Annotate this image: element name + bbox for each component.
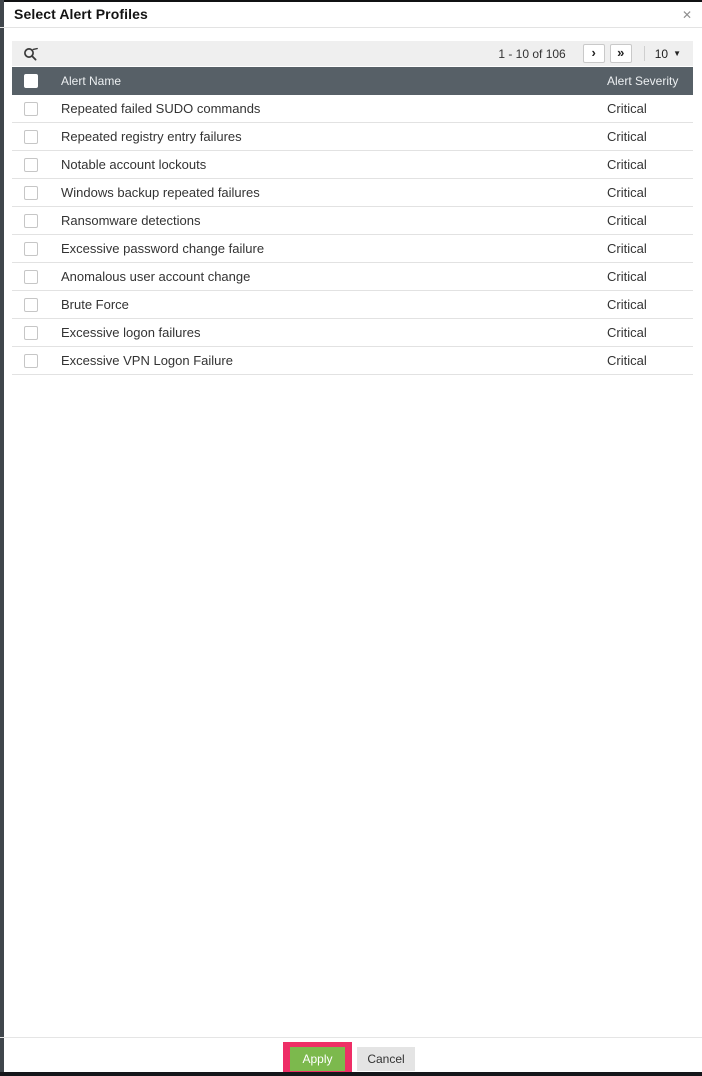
- row-checkbox[interactable]: [24, 214, 38, 228]
- alert-severity-cell: Critical: [607, 325, 647, 340]
- alert-name-cell: Brute Force: [61, 297, 129, 312]
- alert-severity-cell: Critical: [607, 185, 647, 200]
- table-row[interactable]: [12, 347, 693, 375]
- next-page-button[interactable]: ›: [583, 44, 605, 63]
- alert-name-cell: Windows backup repeated failures: [61, 185, 260, 200]
- row-checkbox[interactable]: [24, 102, 38, 116]
- page-edge-bottom: [0, 1072, 702, 1076]
- toolbar: [12, 41, 693, 66]
- pagination-divider: [644, 46, 645, 61]
- column-header-alert-name: Alert Name: [61, 74, 122, 88]
- alert-severity-cell: Critical: [607, 241, 647, 256]
- column-header-alert-severity: Alert Severity: [607, 74, 679, 88]
- alert-severity-cell: Critical: [607, 213, 647, 228]
- alert-name-cell: Excessive VPN Logon Failure: [61, 353, 233, 368]
- row-checkbox[interactable]: [24, 354, 38, 368]
- last-page-button[interactable]: »: [610, 44, 632, 63]
- row-checkbox[interactable]: [24, 186, 38, 200]
- alert-name-cell: Anomalous user account change: [61, 269, 251, 284]
- table-row[interactable]: [12, 235, 693, 263]
- alert-name-cell: Repeated failed SUDO commands: [61, 101, 261, 116]
- alert-severity-cell: Critical: [607, 353, 647, 368]
- alert-severity-cell: Critical: [607, 157, 647, 172]
- apply-button[interactable]: Apply: [290, 1047, 345, 1071]
- row-checkbox[interactable]: [24, 298, 38, 312]
- close-icon[interactable]: ✕: [681, 8, 692, 22]
- table-row[interactable]: [12, 151, 693, 179]
- title-divider: [0, 27, 702, 28]
- dialog-title: Select Alert Profiles: [14, 6, 148, 22]
- alert-severity-cell: Critical: [607, 297, 647, 312]
- alert-severity-cell: Critical: [607, 129, 647, 144]
- table-row[interactable]: [12, 263, 693, 291]
- alert-name-cell: Excessive logon failures: [61, 325, 201, 340]
- table-row[interactable]: [12, 179, 693, 207]
- pagination-range: 1 - 10 of 106: [498, 46, 566, 61]
- row-checkbox[interactable]: [24, 158, 38, 172]
- table-header: [12, 67, 693, 95]
- table-row[interactable]: [12, 291, 693, 319]
- page-size-dropdown[interactable]: [655, 47, 681, 61]
- row-checkbox[interactable]: [24, 326, 38, 340]
- alert-severity-cell: Critical: [607, 101, 647, 116]
- alert-name-cell: Notable account lockouts: [61, 157, 207, 172]
- footer-divider: [0, 1037, 702, 1038]
- select-all-checkbox[interactable]: [24, 74, 38, 88]
- row-checkbox[interactable]: [24, 242, 38, 256]
- page-edge-left: [0, 0, 4, 1076]
- pagination: [498, 44, 693, 63]
- chevron-down-icon: ▼: [673, 49, 681, 58]
- search-icon[interactable]: [20, 44, 42, 64]
- table-row[interactable]: [12, 207, 693, 235]
- table-row[interactable]: [12, 123, 693, 151]
- table-body: [12, 95, 693, 375]
- alert-name-cell: Repeated registry entry failures: [61, 129, 242, 144]
- alert-name-cell: Ransomware detections: [61, 213, 201, 228]
- table-row[interactable]: [12, 95, 693, 123]
- row-checkbox[interactable]: [24, 130, 38, 144]
- alert-name-cell: Excessive password change failure: [61, 241, 265, 256]
- dialog-titlebar: [4, 2, 702, 27]
- page-size-value: 10: [654, 46, 669, 61]
- row-checkbox[interactable]: [24, 270, 38, 284]
- alert-severity-cell: Critical: [607, 269, 647, 284]
- cancel-button[interactable]: Cancel: [357, 1047, 415, 1071]
- table-row[interactable]: [12, 319, 693, 347]
